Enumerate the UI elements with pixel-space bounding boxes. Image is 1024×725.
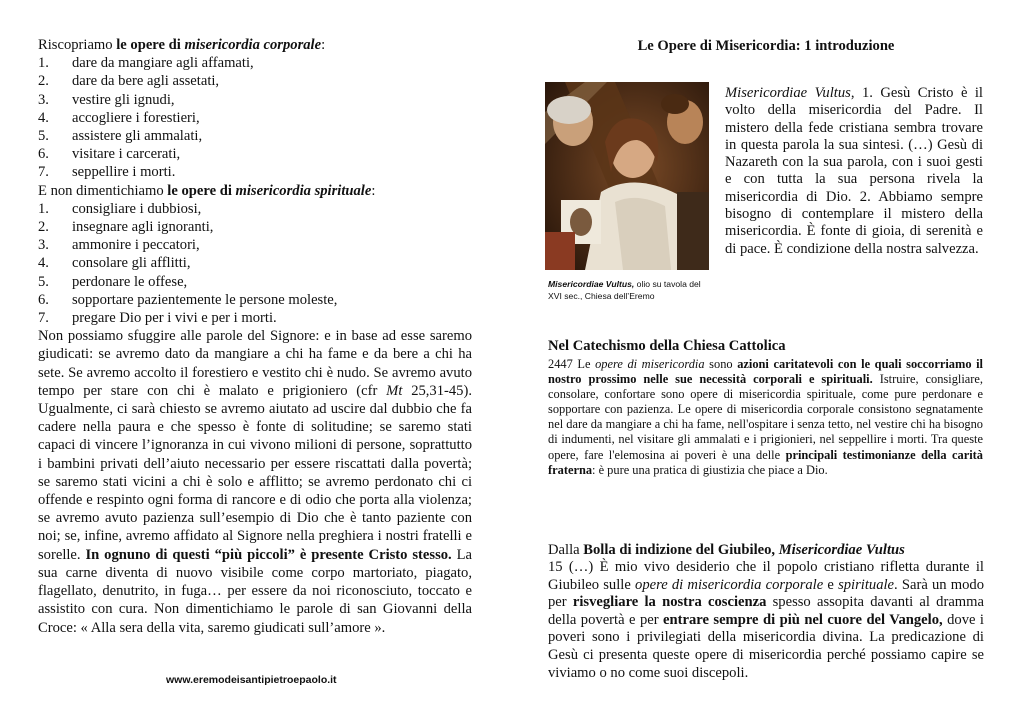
left-column: [38, 36, 472, 637]
list-item: 4. consolare gli afflitti,: [38, 255, 191, 272]
misericordiae-vultus-quote: Misericordiae Vultus, 1. Gesù Cristo è il volto della misericordia del Padre. Il mistero della fede cristiana sembra trovare in questa parola la sua sintesi. (…) Gesù di Nazareth con la sua parola, con i suoi gesti e con tutta la sua persona rivela la misericordia di Dio. 2. Abbiamo sempre bisogno di contemplare il mistero della misericordia. È fonte di gioia, di serenità e di pace. È condizione della nostra salvezza.: [725, 85, 983, 257]
judgement-paragraph: Non possiamo sfuggire alle parole del Signore: e in base ad esse saremo giudicati: se avremo dato da mangiare a chi ha fame e da bere a chi ha sete. Se avremo accolto il forestiero e vestito chi è nudo. Se avremo avuto tempo per stare con chi è malato e prigioniero (cfr Mt 25,31-45). Ugualmente, ci sarà chiesto se avremo aiutato ad uscire dal dubbio che fa cadere nella paura e che spesso è fonte di solitudine; se saremo stati capaci di vincere l’ignoranza in cui vivono milioni di persone, soprattutto i bambini privati dell’aiuto necessario per essere riscattati dalla povertà; se saremo stati vicini a chi è solo e afflitto; se avremo perdonato chi ci offende e respinto ogni forma di rancore e di odio che porta alla violenza; se avremo avuto pazienza sull’esempio di Dio che è tanto paziente con noi; se, infine, avremo affidato al Signore nella preghiera i nostri fratelli e sorelle. In ognuno di questi “più piccoli” è presente Cristo stesso. La sua carne diventa di nuovo visibile come corpo martoriato, piagato, flagellato, denutrito, in fuga… per essere da noi riconosciuto, toccato e assistito con cura. Non dimentichiamo le parole di san Giovanni della Croce: « Alla sera della vita, saremo giudicati sull’amore ».: [38, 328, 473, 636]
bolla-text: 15 (…) È mio vivo desiderio che il popolo cristiano rifletta durante il Giubileo sulle opere di misericordia corporale e spirituale. Sarà un modo per risvegliare la nostra coscienza spesso assopita davanti al dramma della povertà e per entrare sempre di più nel cuore del Vangelo, dove i poveri sono i privilegiati della misericordia divina. La predicazione di Gesù ci presenta queste opere di misericordia perché possiamo capire se viviamo o no come suoi discepoli.: [548, 559, 984, 681]
list-item: 1. consigliare i dubbiosi,: [38, 200, 202, 217]
page-title: Le Opere di Misericordia: 1 introduzione: [637, 38, 895, 54]
list-item: 3. vestire gli ignudi,: [38, 91, 175, 108]
catechism-section: [548, 338, 983, 478]
list-item: 4. accogliere i forestieri,: [38, 109, 200, 126]
list-item: 7. pregare Dio per i vivi e per i morti.: [38, 310, 277, 327]
painting-caption: Misericordiae Vultus, olio su tavola del XVI sec., Chiesa dell’Eremo: [548, 279, 701, 301]
catechism-heading: Nel Catechismo della Chiesa Cattolica: [548, 338, 786, 354]
list-item: 7. seppellire i morti.: [38, 164, 176, 181]
list-item: 6. sopportare pazientemente le persone moleste,: [38, 291, 338, 308]
list-item: 2. dare da bere agli assetati,: [38, 73, 220, 90]
corporal-intro: Riscopriamo le opere di misericordia corporale:: [38, 37, 326, 53]
list-item: 5. perdonare le offese,: [38, 273, 188, 290]
list-item: 1. dare da mangiare agli affamati,: [38, 55, 254, 72]
bolla-heading: Dalla Bolla di indizione del Giubileo, Misericordiae Vultus: [548, 542, 905, 558]
catechism-text: 2447 Le opere di misericordia sono azioni caritatevoli con le quali soccorriamo il nostro prossimo nelle sue necessità corporali e spirituali. Istruire, consigliare, consolare, confortare sono opere di misericordia spirituale, come pure perdonare e sopportare con pazienza. Le opere di misericordia corporale consistono segnatamente nel dare da mangiare a chi ha fame, nell'ospitare i senza tetto, nel vestire chi ha bisogno di indumenti, nel visitare gli ammalati e i prigionieri, nel seppellire i morti. Tra queste opere, fare l'elemosina ai poveri è una delle principali testimonianze della carità fraterna: è pure una pratica di giustizia che piace a Dio.: [548, 357, 984, 477]
spiritual-intro: E non dimentichiamo le opere di misericordia spirituale:: [38, 182, 376, 199]
painting-illustration: [545, 82, 709, 270]
bolla-section: [548, 541, 984, 682]
footer-website-url: www.eremodeisantipietroepaolo.it: [166, 674, 337, 686]
spiritual-works-list: [38, 200, 472, 327]
list-item: 5. assistere gli ammalati,: [38, 128, 203, 145]
painting-image: [545, 82, 709, 270]
list-item: 6. visitare i carcerati,: [38, 146, 181, 163]
corporal-works-list: [38, 54, 472, 181]
list-item: 2. insegnare agli ignoranti,: [38, 219, 214, 236]
list-item: 3. ammonire i peccatori,: [38, 237, 200, 254]
